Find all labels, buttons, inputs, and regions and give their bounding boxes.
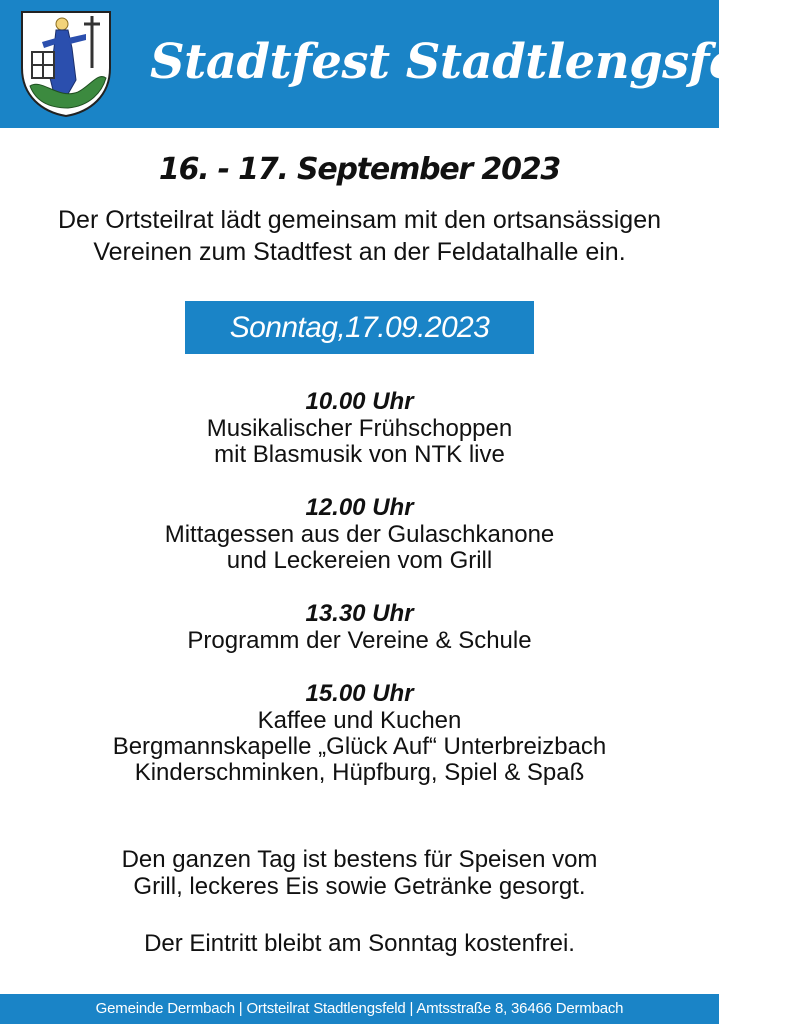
closing-text: [0, 846, 719, 900]
closing-line: Grill, leckeres Eis sowie Getränke gesorgt.: [133, 873, 586, 900]
closing-line: Den ganzen Tag ist bestens für Speisen vom: [121, 846, 598, 873]
program-text: Programm der Vereine & Schule: [187, 627, 532, 654]
program-text: mit Blasmusik von NTK live: [214, 441, 505, 468]
coat-of-arms-icon: [18, 8, 114, 118]
program-text: Mittagessen aus der Gulaschkanone: [164, 521, 555, 548]
intro-line: Der Ortsteilrat lädt gemeinsam mit den ortsansässigen: [57, 206, 662, 234]
program-text: Kinderschminken, Hüpfburg, Spiel & Spaß: [134, 759, 585, 786]
program-item: [0, 600, 719, 654]
program-item: [0, 388, 719, 468]
program-item: [0, 494, 719, 574]
intro-line: Vereinen zum Stadtfest an der Feldatalhalle ein.: [93, 238, 626, 266]
event-dates: 16. - 17. September 2023: [158, 152, 561, 187]
intro-text: [0, 204, 719, 268]
program-time: 10.00 Uhr: [305, 388, 414, 415]
footer-bar: Gemeinde Dermbach | Ortsteilrat Stadtlengsfeld | Amtsstraße 8, 36466 Dermbach: [0, 994, 719, 1024]
day-badge: Sonntag,17.09.2023: [185, 301, 534, 354]
program-time: 12.00 Uhr: [305, 494, 414, 521]
program-schedule: [0, 388, 719, 812]
program-text: und Leckereien vom Grill: [226, 547, 493, 574]
header-banner: [0, 0, 790, 128]
page-title: Stadtfest Stadtlengsfeld: [150, 34, 790, 90]
program-item: [0, 680, 719, 786]
program-time: 15.00 Uhr: [305, 680, 414, 707]
program-text: Kaffee und Kuchen: [257, 707, 462, 734]
program-text: Bergmannskapelle „Glück Auf“ Unterbreizbach: [112, 733, 607, 760]
program-text: Musikalischer Frühschoppen: [206, 415, 513, 442]
program-time: 13.30 Uhr: [305, 600, 414, 627]
free-entry-note: Der Eintritt bleibt am Sonntag kostenfrei.: [144, 930, 575, 957]
